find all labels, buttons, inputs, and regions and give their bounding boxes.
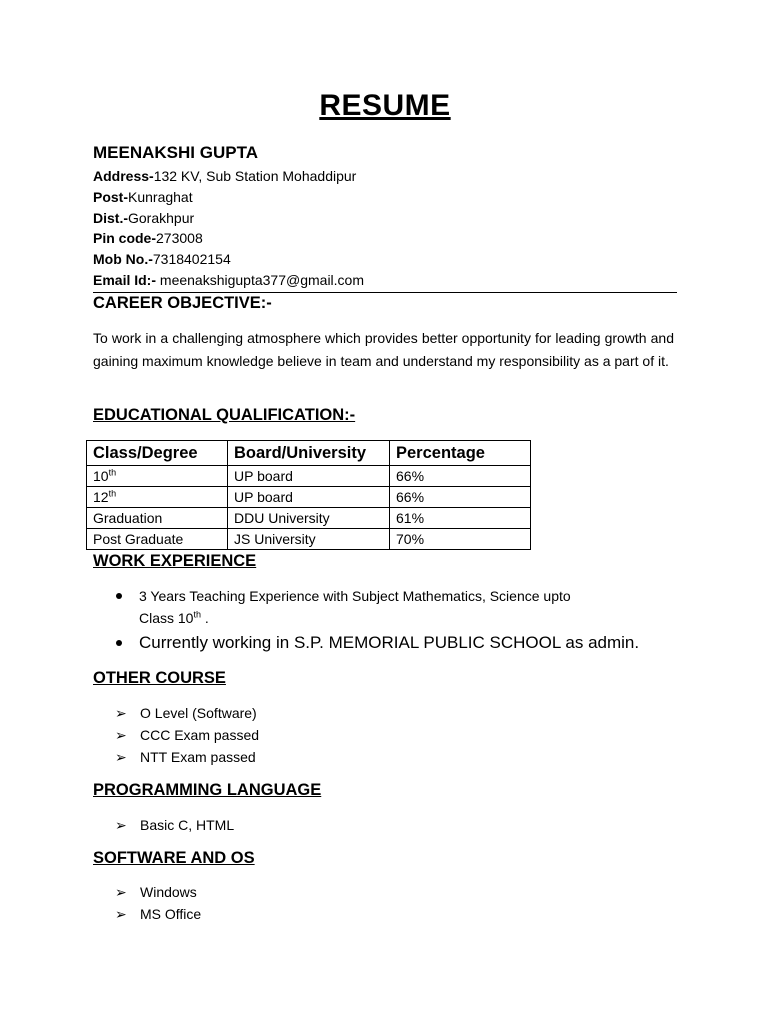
other-course-heading: OTHER COURSE <box>93 669 226 687</box>
work-item-line: Currently working in S.P. MEMORIAL PUBLIC SCHOOL as admin. <box>139 633 640 652</box>
table-header-row <box>87 441 531 466</box>
cell-board: DDU University <box>228 508 390 529</box>
table-row <box>87 529 531 550</box>
resume-title: RESUME <box>319 89 451 122</box>
table-row <box>87 466 531 487</box>
arrow-bullet-icon: ➢ <box>115 705 127 721</box>
bullet-dot-icon <box>116 593 122 599</box>
cell-degree: 10th <box>87 466 228 487</box>
work-item-line: Class 10th . <box>139 609 209 626</box>
arrow-bullet-icon: ➢ <box>115 727 127 743</box>
column-header: Class/Degree <box>87 441 228 466</box>
bullet-dot-icon <box>116 640 122 646</box>
education-heading: EDUCATIONAL QUALIFICATION:- <box>93 406 356 424</box>
contact-mobile: Mob No.-7318402154 <box>93 251 231 268</box>
cell-percent: 70% <box>390 529 531 550</box>
arrow-bullet-icon: ➢ <box>115 817 127 833</box>
contact-address: Address-132 KV, Sub Station Mohaddipur <box>93 168 357 184</box>
work-item-line: 3 Years Teaching Experience with Subject Mathematics, Science upto <box>139 588 571 604</box>
career-objective-text: To work in a challenging atmosphere which provides better opportunity for leading growth and gaining maximum knowledge believe in team and understand my responsibility as a part of it. <box>93 330 674 369</box>
cell-board: UP board <box>228 466 390 487</box>
cell-degree: Post Graduate <box>87 529 228 550</box>
cell-percent: 66% <box>390 466 531 487</box>
contact-block <box>93 166 364 291</box>
table-row <box>87 508 531 529</box>
cell-percent: 66% <box>390 487 531 508</box>
education-table <box>86 440 531 550</box>
contact-post: Post-Kunraghat <box>93 188 193 205</box>
work-experience-heading: WORK EXPERIENCE <box>93 552 257 570</box>
cell-degree: 12th <box>87 487 228 508</box>
column-header: Percentage <box>390 441 531 466</box>
candidate-name: MEENAKSHI GUPTA <box>93 143 258 162</box>
divider-line <box>93 292 677 293</box>
software-os-heading: SOFTWARE AND OS <box>93 849 255 867</box>
cell-percent: 61% <box>390 508 531 529</box>
career-objective-heading: CAREER OBJECTIVE:- <box>93 294 272 312</box>
table-row <box>87 487 531 508</box>
arrow-bullet-icon: ➢ <box>115 749 127 765</box>
arrow-bullet-icon: ➢ <box>115 884 127 900</box>
contact-email: Email Id:- meenakshigupta377@gmail.com <box>93 271 365 288</box>
arrow-bullet-icon: ➢ <box>115 906 127 922</box>
contact-district: Dist.-Gorakhpur <box>93 209 195 226</box>
programming-heading: PROGRAMMING LANGUAGE <box>93 781 322 799</box>
cell-board: JS University <box>228 529 390 550</box>
contact-pincode: Pin code-273008 <box>93 230 203 247</box>
cell-degree: Graduation <box>87 508 228 529</box>
column-header: Board/University <box>228 441 390 466</box>
cell-board: UP board <box>228 487 390 508</box>
